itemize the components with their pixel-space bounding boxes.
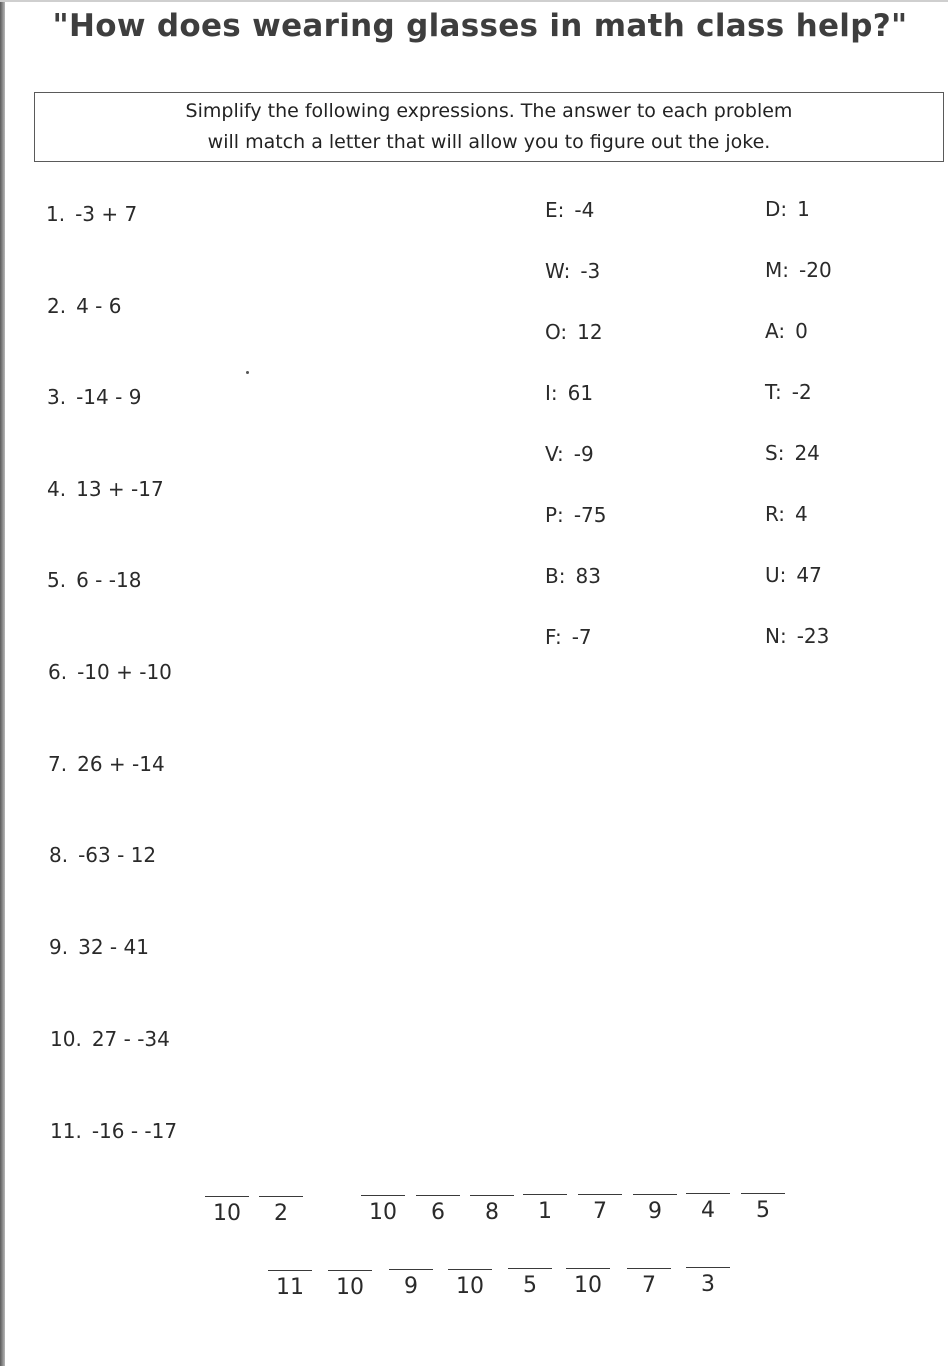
problem-11 xyxy=(50,1119,177,1143)
decoder-code: 9 xyxy=(404,1274,418,1299)
blank-line xyxy=(328,1270,372,1271)
decoder-blank xyxy=(259,1196,303,1225)
problem-expression: 32 - 41 xyxy=(78,935,149,959)
blank-line xyxy=(578,1194,622,1195)
worksheet-title: "How does wearing glasses in math class help?" xyxy=(52,8,908,44)
decoder-blank xyxy=(578,1194,622,1223)
decoder-code: 10 xyxy=(213,1201,241,1226)
answer-key-letter: P: xyxy=(545,503,564,527)
decoder-blank xyxy=(448,1269,492,1298)
decoder-blank xyxy=(627,1268,671,1297)
answer-key-value: 12 xyxy=(577,320,603,344)
instructions-line: will match a letter that will allow you to figure out the joke. xyxy=(207,131,771,153)
problem-number: 6. xyxy=(48,660,68,684)
problem-8 xyxy=(49,843,156,867)
scan-left-edge xyxy=(0,0,5,1366)
problem-number: 1. xyxy=(46,202,66,226)
problem-number: 5. xyxy=(47,568,67,592)
answer-key-item xyxy=(765,563,822,587)
problem-expression: 27 - -34 xyxy=(91,1027,170,1051)
answer-key-letter: S: xyxy=(765,441,785,465)
answer-key-letter: V: xyxy=(545,442,564,466)
answer-key-value: 47 xyxy=(796,563,822,587)
problem-number: 8. xyxy=(49,843,69,867)
blank-line xyxy=(361,1195,405,1196)
answer-key-value: -7 xyxy=(571,625,592,649)
answer-key-item xyxy=(765,258,832,282)
problem-number: 2. xyxy=(47,294,67,318)
blank-line xyxy=(627,1268,671,1269)
decoder-blank xyxy=(361,1195,405,1224)
answer-key-letter: W: xyxy=(545,259,571,283)
decoder-code: 6 xyxy=(431,1200,445,1225)
decoder-code: 7 xyxy=(593,1199,607,1224)
instructions-line: Simplify the following expressions. The answer to each problem xyxy=(185,100,793,122)
answer-key-item xyxy=(545,442,594,466)
answer-key-letter: B: xyxy=(545,564,566,588)
decoder-blank xyxy=(268,1270,312,1299)
answer-key-item xyxy=(765,441,820,465)
blank-line xyxy=(268,1270,312,1271)
scan-speck xyxy=(246,371,249,374)
blank-line xyxy=(205,1196,249,1197)
decoder-code: 10 xyxy=(574,1273,602,1298)
decoder-code: 7 xyxy=(642,1273,656,1298)
problem-10 xyxy=(50,1027,170,1051)
problem-expression: -14 - 9 xyxy=(76,385,142,409)
decoder-code: 5 xyxy=(523,1273,537,1298)
decoder-blank xyxy=(416,1195,460,1224)
answer-key-item xyxy=(545,625,592,649)
answer-key-value: -75 xyxy=(573,503,607,527)
answer-key-item xyxy=(545,259,600,283)
answer-key-letter: T: xyxy=(765,380,782,404)
decoder-code: 3 xyxy=(701,1272,715,1297)
problem-expression: 26 + -14 xyxy=(77,752,165,776)
problem-9 xyxy=(49,935,149,959)
answer-key-item xyxy=(545,198,594,222)
decoder-blank xyxy=(328,1270,372,1299)
problem-5 xyxy=(47,568,141,592)
blank-line xyxy=(470,1195,514,1196)
problem-number: 3. xyxy=(47,385,67,409)
blank-line xyxy=(686,1193,730,1194)
answer-key-letter: E: xyxy=(545,198,565,222)
blank-line xyxy=(523,1194,567,1195)
problem-number: 4. xyxy=(47,477,67,501)
answer-key-letter: I: xyxy=(545,381,558,405)
decoder-blank xyxy=(741,1193,785,1222)
decoder-blank xyxy=(205,1196,249,1225)
decoder-blank xyxy=(566,1268,610,1297)
answer-key-value: 24 xyxy=(794,441,820,465)
answer-key-item xyxy=(545,320,603,344)
problem-4 xyxy=(47,477,164,501)
blank-line xyxy=(259,1196,303,1197)
answer-key-value: 4 xyxy=(795,502,808,526)
answer-key-letter: U: xyxy=(765,563,787,587)
answer-key-letter: N: xyxy=(765,624,787,648)
decoder-code: 11 xyxy=(276,1275,304,1300)
answer-key-item xyxy=(765,197,810,221)
decoder-blank xyxy=(389,1269,433,1298)
problem-number: 11. xyxy=(50,1119,82,1143)
answer-key-value: -20 xyxy=(799,258,832,282)
instructions-box xyxy=(34,92,944,162)
answer-key-value: -2 xyxy=(791,380,812,404)
problem-6 xyxy=(48,660,172,684)
problem-7 xyxy=(48,752,165,776)
answer-key-letter: O: xyxy=(545,320,568,344)
answer-key-item xyxy=(545,503,606,527)
scan-top-edge xyxy=(0,0,948,2)
problem-expression: -10 + -10 xyxy=(77,660,172,684)
answer-key-letter: A: xyxy=(765,319,786,343)
blank-line xyxy=(448,1269,492,1270)
answer-key-item xyxy=(545,564,601,588)
answer-key-letter: R: xyxy=(765,502,786,526)
decoder-code: 9 xyxy=(648,1199,662,1224)
answer-key-value: 1 xyxy=(797,197,810,221)
answer-key-value: -4 xyxy=(574,198,595,222)
decoder-code: 8 xyxy=(485,1200,499,1225)
problem-number: 7. xyxy=(48,752,68,776)
decoder-code: 10 xyxy=(456,1274,484,1299)
answer-key-letter: M: xyxy=(765,258,789,282)
decoder-blank xyxy=(523,1194,567,1223)
problem-1 xyxy=(46,202,137,226)
problem-expression: -63 - 12 xyxy=(78,843,157,867)
problem-expression: 6 - -18 xyxy=(76,568,142,592)
decoder-code: 4 xyxy=(701,1198,715,1223)
answer-key-item xyxy=(765,380,812,404)
answer-key-value: -9 xyxy=(573,442,594,466)
decoder-blank xyxy=(633,1194,677,1223)
problem-expression: -16 - -17 xyxy=(91,1119,178,1143)
blank-line xyxy=(633,1194,677,1195)
blank-line xyxy=(566,1268,610,1269)
answer-key-value: 61 xyxy=(567,381,594,405)
answer-key-item xyxy=(765,624,829,648)
blank-line xyxy=(416,1195,460,1196)
answer-key-item xyxy=(765,319,808,343)
problem-2 xyxy=(47,294,121,318)
answer-key-letter: D: xyxy=(765,197,788,221)
problem-number: 9. xyxy=(49,935,69,959)
decoder-blank xyxy=(508,1268,552,1297)
problem-3 xyxy=(47,385,141,409)
blank-line xyxy=(686,1267,730,1268)
answer-key-value: 83 xyxy=(575,564,601,588)
answer-key-value: 0 xyxy=(795,319,808,343)
decoder-code: 10 xyxy=(369,1200,397,1225)
decoder-code: 5 xyxy=(756,1198,770,1223)
blank-line xyxy=(741,1193,785,1194)
blank-line xyxy=(389,1269,433,1270)
decoder-code: 10 xyxy=(336,1275,364,1300)
problem-expression: 13 + -17 xyxy=(76,477,164,501)
decoder-code: 2 xyxy=(274,1201,288,1226)
decoder-code: 1 xyxy=(538,1199,552,1224)
answer-key-item xyxy=(545,381,593,405)
decoder-blank xyxy=(686,1267,730,1296)
decoder-blank xyxy=(470,1195,514,1224)
answer-key-value: -23 xyxy=(796,624,830,648)
problem-expression: 4 - 6 xyxy=(76,294,122,318)
problem-number: 10. xyxy=(50,1027,82,1051)
blank-line xyxy=(508,1268,552,1269)
decoder-blank xyxy=(686,1193,730,1222)
answer-key-letter: F: xyxy=(545,625,562,649)
answer-key-value: -3 xyxy=(580,259,601,283)
answer-key-item xyxy=(765,502,808,526)
problem-expression: -3 + 7 xyxy=(75,202,138,226)
